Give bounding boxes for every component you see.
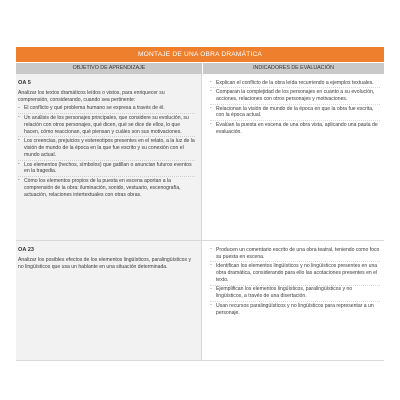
evaluation-table (16, 47, 384, 361)
header-indicators: INDICADORES DE EVALUACIÓN (253, 65, 334, 71)
objective-lead: Analizar los textos dramáticos leídos o vistos, para enriquecer su comprensión, considerando, cuando sea pertinente: (18, 90, 165, 103)
table-title: MONTAJE DE UNA OBRA DRAMÁTICA (16, 47, 384, 62)
list-item: - Los elementos (hechos, símbolos) que gatillan o anuncian futuros eventos en la tragedia. (18, 160, 195, 176)
indicator-cell (202, 74, 384, 240)
table-header-row (16, 63, 384, 74)
objective-cell (16, 74, 202, 240)
list-item: - Ejemplifican los elementos lingüísticos, paralingüísticos y no lingüísticos, a través de una disertación. (210, 285, 380, 301)
list-item: - El conflicto y qué problema humano se expresa a través de él. (18, 105, 195, 113)
objective-lead: Analizar los posibles efectos de los elementos lingüísticos, paralingüísticos y no lingüísticos que usa un hablante en una situación determinada. (18, 257, 191, 270)
objective-list (18, 105, 195, 199)
list-item: - Un análisis de los personajes principales, que considere su evolución, su relación con otros personajes, qué dicen, qué se dice de ellos, lo que hacen, cómo reaccionan, qué piensan y cuáles son sus motivaciones. (18, 113, 195, 136)
list-item: - Relacionan la visión de mundo de la época en que la obra fue escrita, con la época actual. (210, 104, 380, 120)
objective-cell (16, 241, 202, 360)
objective-code: OA 5 (18, 80, 31, 86)
list-item: - Evalúan la puesta en escena de una obra vista, aplicando una pauta de evaluación. (210, 120, 380, 136)
list-item: - Explican el conflicto de la obra leída recurriendo a ejemplos textuales. (210, 79, 380, 87)
list-item: - Producen un comentario escrito de una obra teatral, teniendo como foco su puesta en escena. (210, 246, 380, 261)
list-item: - Comparan la complejidad de los personajes en cuanto a su evolución, acciones, relaciones con otros personajes y motivaciones. (210, 87, 380, 103)
list-item: - Los creencias, prejuicios y estereotipos presentes en el relato, a la luz de la visión de mundo de la época en la que fue escrito y su conexión con el mundo actual. (18, 136, 195, 159)
objective-code: OA 23 (18, 247, 34, 253)
header-objective: OBJETIVO DE APRENDIZAJE (16, 63, 203, 74)
list-item: - Usan recursos paralingüísticos y no lingüísticos para representar a un personaje. (210, 301, 380, 317)
table-row (16, 74, 384, 241)
table-row (16, 241, 384, 361)
list-item: - Cómo los elementos propios de la puesta en escena aportan a la comprensión de la obra: iluminación, sonido, vestuario, escenografía, actuación, relaciones intertextuales con otras obras. (18, 176, 195, 199)
list-item: - Identifican los elementos lingüísticos y no lingüísticos presentes en una obra dramática, considerando para ello las acotaciones presentes en el texto. (210, 261, 380, 284)
indicator-list (210, 246, 380, 317)
indicator-cell (202, 241, 384, 360)
indicator-list (210, 79, 380, 136)
